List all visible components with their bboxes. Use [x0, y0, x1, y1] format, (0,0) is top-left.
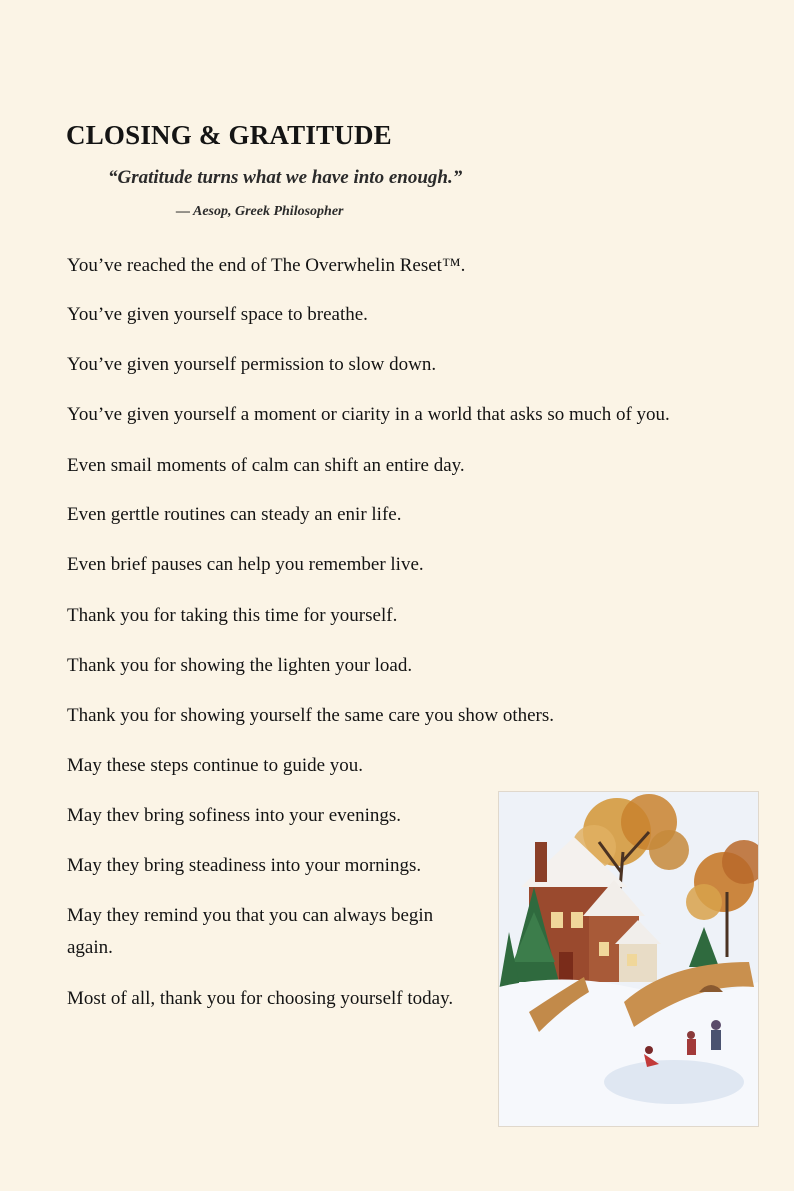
body-line: You’ve reached the end of The Overwhelin Reset™. — [67, 255, 466, 276]
body-line: You’ve given yourself permission to slow down. — [67, 354, 437, 375]
body-line: You’ve given yourself space to breathe. — [67, 304, 368, 325]
body-line: again. — [67, 937, 113, 958]
section-heading: CLOSING & GRATITUDE — [66, 120, 392, 150]
body-line: Thank you for showing the lighten your load. — [67, 655, 413, 676]
body-line: Even smail moments of calm can shift an entire day. — [67, 455, 465, 476]
winter-scene-illustration — [499, 792, 758, 1126]
body-line: Even brief pauses can help you remember live. — [67, 554, 424, 575]
epigraph-attribution: — Aesop, Greek Philosopher — [176, 204, 344, 219]
body-line: You’ve given yourself a moment or ciarity in a world that asks so much of you. — [67, 404, 670, 425]
body-line: Even gerttle routines can steady an enir life. — [67, 504, 402, 525]
body-line: Most of all, thank you for choosing yourself today. — [67, 988, 454, 1009]
body-line: May these steps continue to guide you. — [67, 755, 364, 776]
body-line: May they remind you that you can always begin — [67, 905, 434, 926]
body-line: May thev bring sofiness into your evenings. — [67, 805, 402, 826]
body-line: Thank you for taking this time for yourself. — [67, 605, 398, 626]
body-line: May they bring steadiness into your mornings. — [67, 855, 422, 876]
winter-village-painting-icon — [498, 791, 759, 1127]
body-line: Thank you for showing yourself the same care you show others. — [67, 705, 555, 726]
epigraph-quote: “Gratitude turns what we have into enough.” — [108, 167, 463, 188]
